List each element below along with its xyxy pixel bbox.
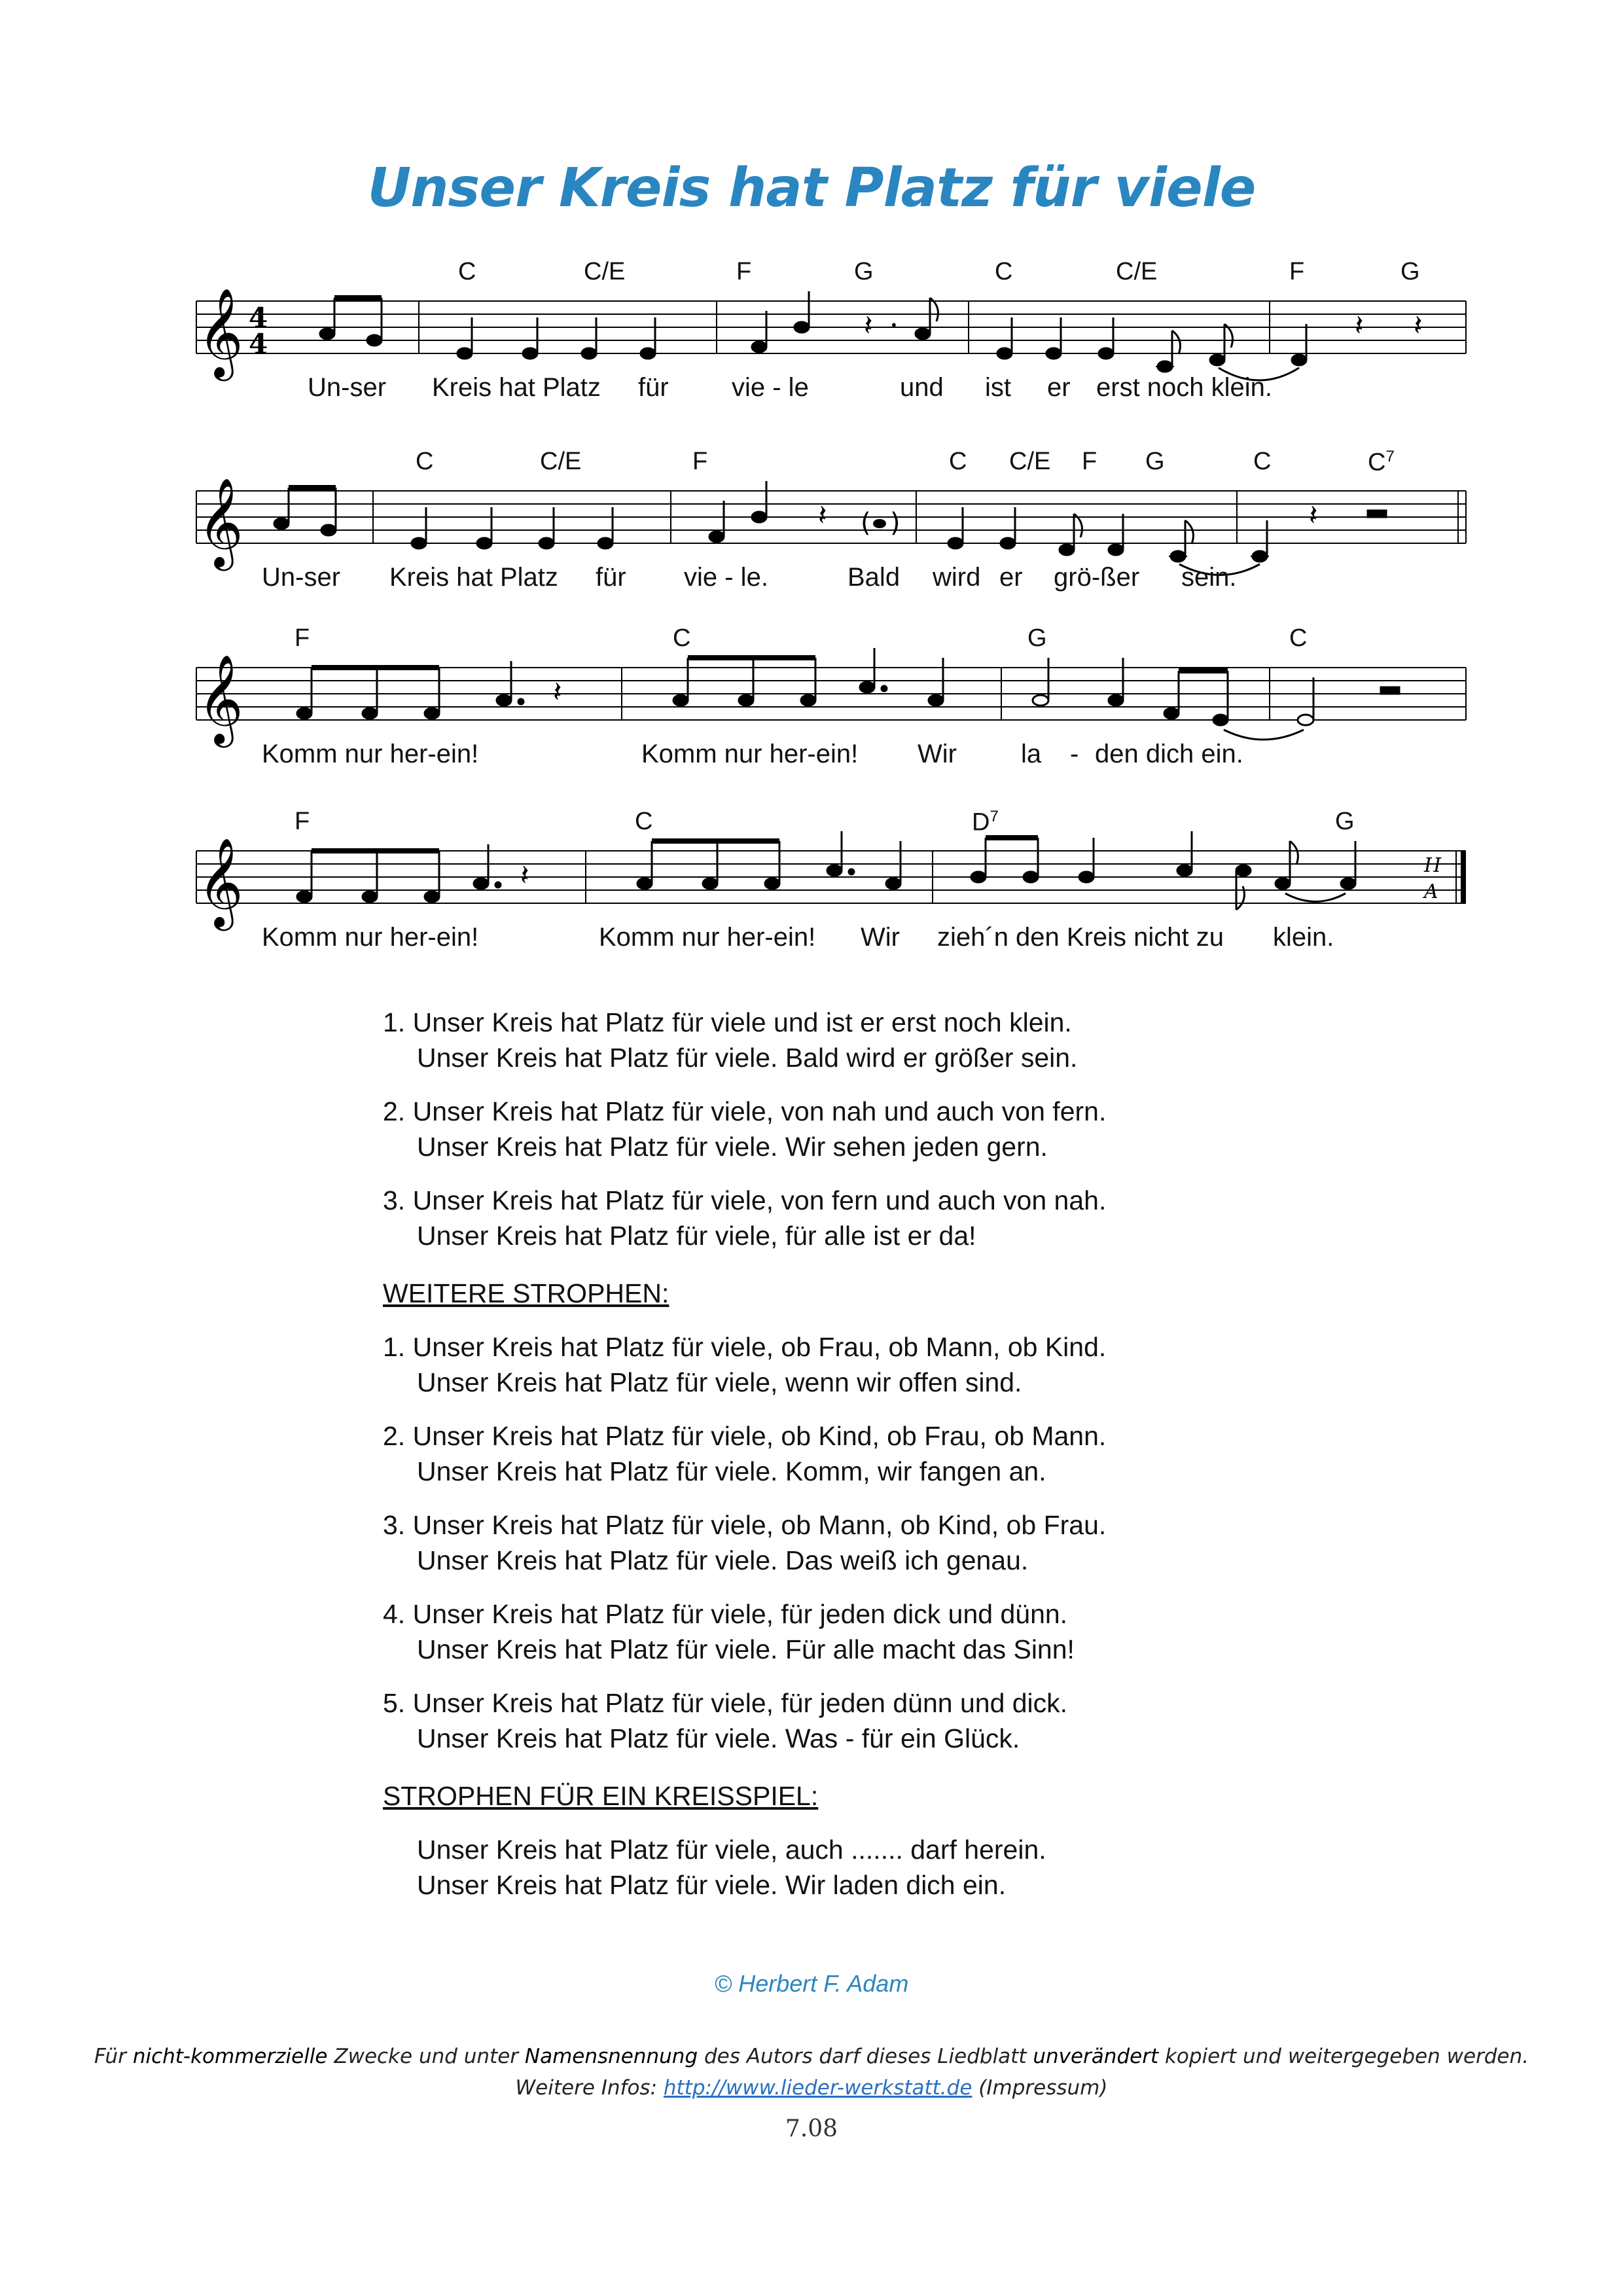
chord: C xyxy=(949,448,967,475)
verse-line: Unser Kreis hat Platz für viele. Für alle macht das Sinn! xyxy=(417,1634,1075,1664)
lyric: la xyxy=(1021,740,1042,768)
quarter-rest-icon: 𝄽 xyxy=(553,675,562,709)
lyric: vie - le xyxy=(732,373,809,402)
lyric: erst noch klein. xyxy=(1096,373,1273,402)
staff-2 xyxy=(183,452,1466,602)
song-title: Unser Kreis hat Platz für viele xyxy=(367,157,1256,219)
chord: F xyxy=(294,808,310,835)
chord: C/E xyxy=(540,448,582,475)
section-heading-circle: STROPHEN FÜR EIN KREISSPIEL: xyxy=(383,1781,819,1811)
verse xyxy=(383,1005,1364,1075)
chord: C xyxy=(458,258,476,285)
lyric: er xyxy=(1047,373,1071,402)
verse xyxy=(383,1685,1364,1756)
treble-clef-icon: 𝄞 xyxy=(198,836,243,927)
website-link[interactable]: http://www.lieder-werkstatt.de xyxy=(663,2076,972,2100)
page-number: 7.08 xyxy=(785,2115,838,2142)
chord: G xyxy=(1400,258,1420,285)
verse-line: Unser Kreis hat Platz für viele. Das weiß ich genau. xyxy=(417,1545,1029,1575)
verse xyxy=(383,1418,1364,1489)
chord: C xyxy=(1289,624,1308,652)
music-system-2 xyxy=(183,448,1466,602)
lyric: Wir xyxy=(918,740,957,768)
lyric: Un-ser xyxy=(308,373,387,402)
lyric: für xyxy=(638,373,669,402)
verse-line: Unser Kreis hat Platz für viele. Wir sehen jeden gern. xyxy=(417,1132,1048,1162)
verse-line: 1. Unser Kreis hat Platz für viele, ob Frau, ob Mann, ob Kind. xyxy=(383,1332,1107,1362)
verse-line: Unser Kreis hat Platz für viele. Komm, wir fangen an. xyxy=(417,1456,1046,1486)
lyric: klein. xyxy=(1273,923,1334,952)
chord: C xyxy=(635,808,653,835)
repeat-mark-h: H xyxy=(1424,854,1442,877)
verse-line: Unser Kreis hat Platz für viele, wenn wir offen sind. xyxy=(417,1367,1022,1397)
chord: F xyxy=(736,258,752,285)
verse xyxy=(383,1094,1364,1164)
quarter-rest-icon: 𝄽 xyxy=(864,309,873,342)
verse-line: 5. Unser Kreis hat Platz für viele, für jeden dünn und dick. xyxy=(383,1688,1068,1718)
verse-line: Unser Kreis hat Platz für viele. Was - für ein Glück. xyxy=(417,1723,1020,1753)
quarter-rest-icon: 𝄽 xyxy=(818,499,827,532)
lyric: Komm nur her-ein! xyxy=(262,740,479,768)
chord: F xyxy=(1289,258,1305,285)
license-line: Für nicht-kommerzielle Zwecke und unter Namensnennung des Autors darf dieses Liedblatt unverändert kopiert und weitergegeben werden. xyxy=(94,2045,1529,2068)
lyric: vie - le. xyxy=(684,563,768,592)
chord: G xyxy=(1145,448,1165,475)
chord: F xyxy=(294,624,310,652)
treble-clef-icon: 𝄞 xyxy=(198,653,243,744)
lyric: den dich ein. xyxy=(1095,740,1243,768)
lyric: wird xyxy=(933,563,981,592)
lyric: Komm nur her-ein! xyxy=(262,923,479,952)
verse-line: 3. Unser Kreis hat Platz für viele, von fern und auch von nah. xyxy=(383,1185,1107,1215)
chord: C xyxy=(416,448,434,475)
time-sig-bottom: 4 xyxy=(249,328,268,360)
license-footer xyxy=(0,2041,1623,2104)
lyric: Wir xyxy=(861,923,900,952)
verse-line: Unser Kreis hat Platz für viele, auch ....... darf herein. xyxy=(417,1835,1046,1865)
verse-line: 4. Unser Kreis hat Platz für viele, für jeden dick und dünn. xyxy=(383,1599,1068,1629)
verse xyxy=(383,1832,1364,1903)
chord: G xyxy=(1027,624,1047,652)
music-system-3 xyxy=(183,624,1466,779)
lyric: Kreis hat Platz xyxy=(432,373,601,402)
copyright: © Herbert F. Adam xyxy=(714,1970,909,1997)
chord: C xyxy=(1253,448,1272,475)
chord: G xyxy=(1335,808,1355,835)
lyric: Komm nur her-ein! xyxy=(641,740,859,768)
quarter-rest-icon: 𝄽 xyxy=(1309,499,1318,532)
verse-line: 2. Unser Kreis hat Platz für viele, von nah und auch von fern. xyxy=(383,1096,1107,1126)
chord: C/E xyxy=(1009,448,1051,475)
lyric: - xyxy=(1070,740,1079,768)
verse-line: Unser Kreis hat Platz für viele. Wir laden dich ein. xyxy=(417,1870,1007,1900)
chord: G xyxy=(854,258,874,285)
treble-clef-icon: 𝄞 xyxy=(198,476,243,567)
quarter-rest-icon: 𝄽 xyxy=(520,859,529,892)
info-line: Weitere Infos: http://www.lieder-werkstatt.de (Impressum) xyxy=(515,2076,1108,2100)
verse xyxy=(383,1596,1364,1667)
verse xyxy=(383,1183,1364,1253)
verse xyxy=(383,1507,1364,1578)
lyric: er xyxy=(999,563,1023,592)
lyric: Kreis hat Platz xyxy=(389,563,558,592)
svg-text:•: • xyxy=(890,317,898,333)
treble-clef-icon: 𝄞 xyxy=(198,287,243,377)
music-system-4 xyxy=(183,808,1466,962)
lyric: und xyxy=(900,373,944,402)
lyric: grö-ßer xyxy=(1054,563,1140,592)
chord: F xyxy=(692,448,708,475)
chord: F xyxy=(1082,448,1097,475)
lyric: Komm nur her-ein! xyxy=(599,923,816,952)
bracketed-note: ( xyxy=(861,508,871,538)
lyric: für xyxy=(596,563,626,592)
lyric: Bald xyxy=(847,563,901,592)
chord: C xyxy=(995,258,1013,285)
verse-line: 2. Unser Kreis hat Platz für viele, ob Kind, ob Frau, ob Mann. xyxy=(383,1421,1107,1451)
verse xyxy=(383,1329,1364,1400)
music-system-1 xyxy=(183,258,1466,406)
quarter-rest-icon: 𝄽 xyxy=(1414,309,1423,342)
verses-block xyxy=(383,1005,1364,1921)
chord: C/E xyxy=(584,258,626,285)
verse-line: 3. Unser Kreis hat Platz für viele, ob Mann, ob Kind, ob Frau. xyxy=(383,1510,1107,1540)
lyric: ist xyxy=(985,373,1011,402)
verse-line: Unser Kreis hat Platz für viele. Bald wird er größer sein. xyxy=(417,1043,1078,1073)
lyric: Un-ser xyxy=(262,563,341,592)
chord: $D^7$ xyxy=(972,808,999,836)
chord: $C^7$ xyxy=(1368,448,1395,476)
repeat-mark-a: A xyxy=(1424,880,1438,903)
chord: C xyxy=(673,624,691,652)
quarter-rest-icon: 𝄽 xyxy=(1355,309,1364,342)
lyric: sein. xyxy=(1181,563,1237,592)
svg-text:): ) xyxy=(890,508,901,538)
time-sig-top: 4 xyxy=(249,302,268,334)
section-heading-more: WEITERE STROPHEN: xyxy=(383,1278,669,1308)
verse-line: Unser Kreis hat Platz für viele, für alle ist er da! xyxy=(417,1221,976,1251)
verse-line: 1. Unser Kreis hat Platz für viele und ist er erst noch klein. xyxy=(383,1007,1072,1037)
chord: C/E xyxy=(1116,258,1158,285)
lyric: zieh´n den Kreis nicht zu xyxy=(937,923,1224,952)
